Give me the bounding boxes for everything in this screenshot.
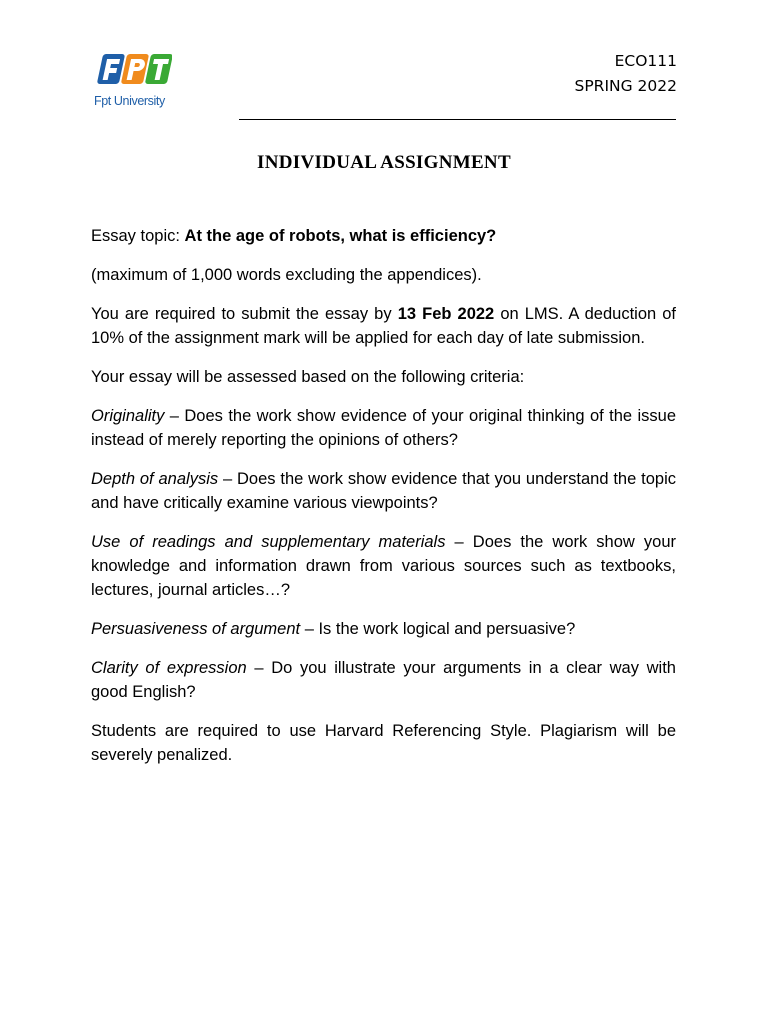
- deadline-prefix: You are required to submit the essay by: [91, 305, 398, 323]
- criteria-intro: Your essay will be assessed based on the following criteria:: [91, 368, 525, 386]
- header-divider: [239, 119, 676, 120]
- essay-topic-label: Essay topic:: [91, 227, 185, 245]
- course-code: ECO111: [614, 52, 677, 70]
- criterion-name: Clarity of expression: [91, 659, 247, 677]
- criterion-item: [91, 617, 676, 641]
- criterion-item: [91, 656, 676, 704]
- criterion-name: Use of readings and supplementary materials: [91, 533, 446, 551]
- criterion-name: Originality: [91, 407, 165, 425]
- criterion-text: – Does the work show evidence of your original thinking of the issue instead of merely reporting the opinions of others?: [91, 407, 676, 449]
- criterion-item: [91, 467, 676, 515]
- criterion-text: – Does the work show evidence that you understand the topic and have critically examine various viewpoints?: [91, 470, 676, 512]
- criterion-name: Depth of analysis: [91, 470, 219, 488]
- course-header: [574, 49, 677, 99]
- criterion-item: [91, 530, 676, 602]
- logo-text: Fpt University: [94, 94, 165, 108]
- deadline-date: 13 Feb 2022: [397, 305, 495, 323]
- assignment-body: [91, 224, 676, 782]
- criterion-text: – Does the work show your knowledge and information drawn from various sources such as textbooks, lectures, journal articles…?: [91, 533, 677, 599]
- deadline-suffix: on LMS. A deduction of 10% of the assignment mark will be applied for each day of late submission.: [91, 305, 677, 347]
- essay-topic: [91, 224, 676, 248]
- essay-topic-text: At the age of robots, what is efficiency?: [184, 227, 497, 245]
- criterion-name: Persuasiveness of argument: [91, 620, 301, 638]
- criterion-text: – Do you illustrate your arguments in a clear way with good English?: [91, 659, 676, 701]
- footer-note: Students are required to use Harvard Referencing Style. Plagiarism will be severely penalized.: [91, 722, 676, 764]
- length-note: (maximum of 1,000 words excluding the appendices).: [91, 266, 482, 284]
- criterion-text: – Is the work logical and persuasive?: [300, 620, 576, 638]
- term: SPRING 2022: [574, 77, 677, 95]
- deadline-paragraph: [91, 302, 676, 350]
- criterion-item: [91, 404, 676, 452]
- page-title: INDIVIDUAL ASSIGNMENT: [257, 152, 511, 173]
